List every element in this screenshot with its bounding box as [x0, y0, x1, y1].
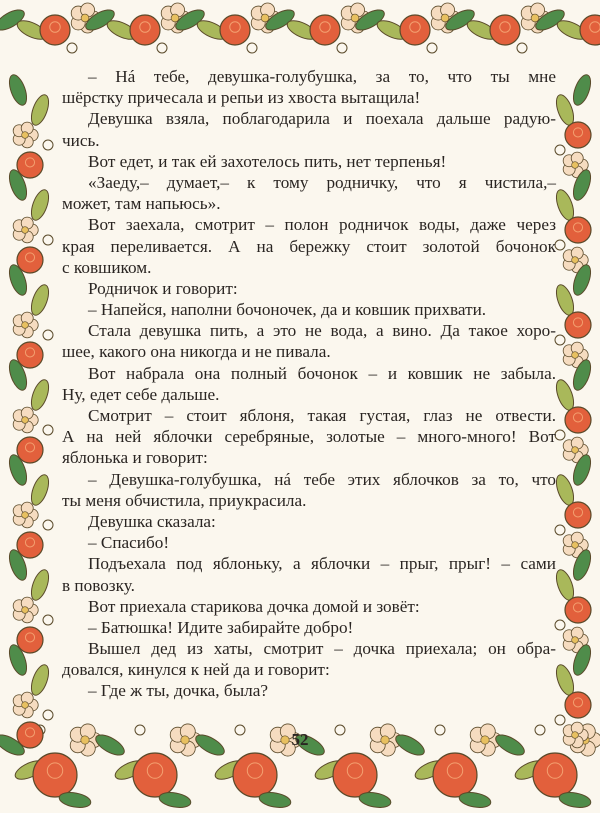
- flower-center: [22, 607, 29, 614]
- fruit-icon: [565, 312, 591, 338]
- text-line: – Спасибо!: [88, 533, 170, 553]
- swirl: [555, 525, 565, 535]
- swirl: [427, 43, 437, 53]
- leaf-icon: [358, 790, 392, 809]
- flower-center: [22, 512, 29, 519]
- swirl: [43, 710, 53, 720]
- swirl: [555, 145, 565, 155]
- text-line: Вот приехала старикова дочка домой и зовёт:: [88, 596, 420, 616]
- swirl: [67, 43, 77, 53]
- fruit-icon: [580, 15, 600, 45]
- swirl: [157, 43, 167, 53]
- fruit-icon: [400, 15, 430, 45]
- text-line: Вот заехала, смотрит – полон родничок воды, даже через: [88, 215, 556, 235]
- swirl: [43, 330, 53, 340]
- fruit-icon: [310, 15, 340, 45]
- fruit-icon: [133, 753, 177, 797]
- fruit-icon: [333, 753, 377, 797]
- fruit-icon: [17, 627, 43, 653]
- swirl: [555, 240, 565, 250]
- leaf-icon: [28, 93, 52, 128]
- fruit-icon: [17, 342, 43, 368]
- text-line: Вот набрала она полный бочонок – и ковшик не забыла.: [88, 363, 556, 383]
- flower-center: [572, 257, 579, 264]
- fruit-icon: [33, 753, 77, 797]
- fruit-icon: [220, 15, 250, 45]
- leaf-icon: [6, 73, 30, 108]
- flower-center: [572, 447, 579, 454]
- flower-center: [572, 637, 579, 644]
- text-line: Смотрит – стоит яблоня, такая густая, глаз не отвести.: [88, 406, 556, 425]
- text-line: Девушка сказала:: [88, 511, 216, 531]
- leaf-icon: [28, 188, 52, 223]
- flower-center: [22, 322, 29, 329]
- fruit-icon: [433, 753, 477, 797]
- fruit-icon: [533, 753, 577, 797]
- swirl: [43, 615, 53, 625]
- leaf-icon: [28, 663, 52, 698]
- text-line: Девушка взяла, поблагодарила и поехала дальше радую-: [88, 109, 556, 129]
- leaf-icon: [28, 283, 52, 318]
- text-line: может, там напьюсь».: [62, 194, 221, 214]
- text-line: Родничок и говорит:: [88, 278, 238, 298]
- fruit-icon: [565, 597, 591, 623]
- leaf-icon: [258, 790, 292, 809]
- fruit-icon: [490, 15, 520, 45]
- text-line: яблонька и говорит:: [62, 448, 208, 468]
- fruit-icon: [233, 753, 277, 797]
- leaf-icon: [28, 568, 52, 603]
- fruit-icon: [17, 247, 43, 273]
- swirl: [517, 43, 527, 53]
- text-line: – Девушка-голубушка, нá тебе этих яблочков за то, что: [88, 469, 556, 489]
- text-line: Вышел дед из хаты, смотрит – дочка приехала; он обра-: [88, 639, 556, 659]
- flower-center: [22, 702, 29, 709]
- swirl: [247, 43, 257, 53]
- flower-center: [572, 542, 579, 549]
- text-line: – Батюшка! Идите забирайте добро!: [88, 617, 354, 637]
- leaf-icon: [58, 790, 92, 809]
- flower-center: [22, 227, 29, 234]
- text-line: чись.: [62, 130, 100, 150]
- swirl: [555, 430, 565, 440]
- fruit-icon: [565, 692, 591, 718]
- fruit-icon: [130, 15, 160, 45]
- swirl: [337, 43, 347, 53]
- text-line: «Заеду,– думает,– к тому родничку, что я чистила,–: [88, 172, 556, 192]
- fruit-icon: [40, 15, 70, 45]
- flower-center: [572, 352, 579, 359]
- text-line: ты меня обчистила, приукрасила.: [62, 490, 307, 510]
- text-line: с ковшиком.: [62, 257, 152, 277]
- fruit-icon: [565, 122, 591, 148]
- fruit-icon: [565, 502, 591, 528]
- text-line: шее, какого она никогда и не пивала.: [62, 342, 331, 362]
- swirl: [43, 425, 53, 435]
- fruit-icon: [565, 407, 591, 433]
- text-line: в повозку.: [62, 575, 135, 595]
- text-line: Подъехала под яблоньку, а яблочки – прыг, прыг! – сами: [88, 554, 556, 574]
- text-line: А на ней яблочки серебряные, золотые – много-много! Вот: [62, 427, 556, 447]
- flower-center: [22, 132, 29, 139]
- text-line: Вот едет, и так ей захотелось пить, нет терпенья!: [88, 151, 447, 171]
- swirl: [43, 140, 53, 150]
- fruit-icon: [565, 217, 591, 243]
- swirl: [43, 520, 53, 530]
- leaf-icon: [28, 473, 52, 508]
- text-line: шёрстку причесала и репьи из хвоста вытащила!: [62, 88, 421, 108]
- text-line: – Напейся, наполни бочоночек, да и ковшик прихвати.: [88, 300, 487, 320]
- text-line: – Нá тебе, девушка-голубушка, за то, что ты мне: [88, 67, 556, 86]
- leaf-icon: [158, 790, 192, 809]
- text-line: Ну, едет себе дальше.: [62, 384, 220, 404]
- leaf-icon: [458, 790, 492, 809]
- fruit-icon: [17, 532, 43, 558]
- leaf-icon: [570, 73, 594, 108]
- text-line: – Где ж ты, дочка, была?: [88, 681, 269, 701]
- flower-center: [22, 417, 29, 424]
- page-number: 52: [291, 730, 309, 749]
- flower-center: [572, 162, 579, 169]
- text-line: Стала девушка пить, а это не вода, а вино. Да такое хоро-: [88, 321, 556, 341]
- story-text: [62, 66, 556, 702]
- fruit-icon: [17, 437, 43, 463]
- swirl: [43, 235, 53, 245]
- swirl: [555, 715, 565, 725]
- swirl: [555, 335, 565, 345]
- fruit-icon: [17, 152, 43, 178]
- leaf-icon: [558, 790, 592, 809]
- text-line: края переливается. А на бережку стоит золотой бочонок: [62, 236, 556, 256]
- swirl: [555, 620, 565, 630]
- leaf-icon: [28, 378, 52, 413]
- text-line: довался, кинулся к ней да и говорит:: [62, 660, 330, 680]
